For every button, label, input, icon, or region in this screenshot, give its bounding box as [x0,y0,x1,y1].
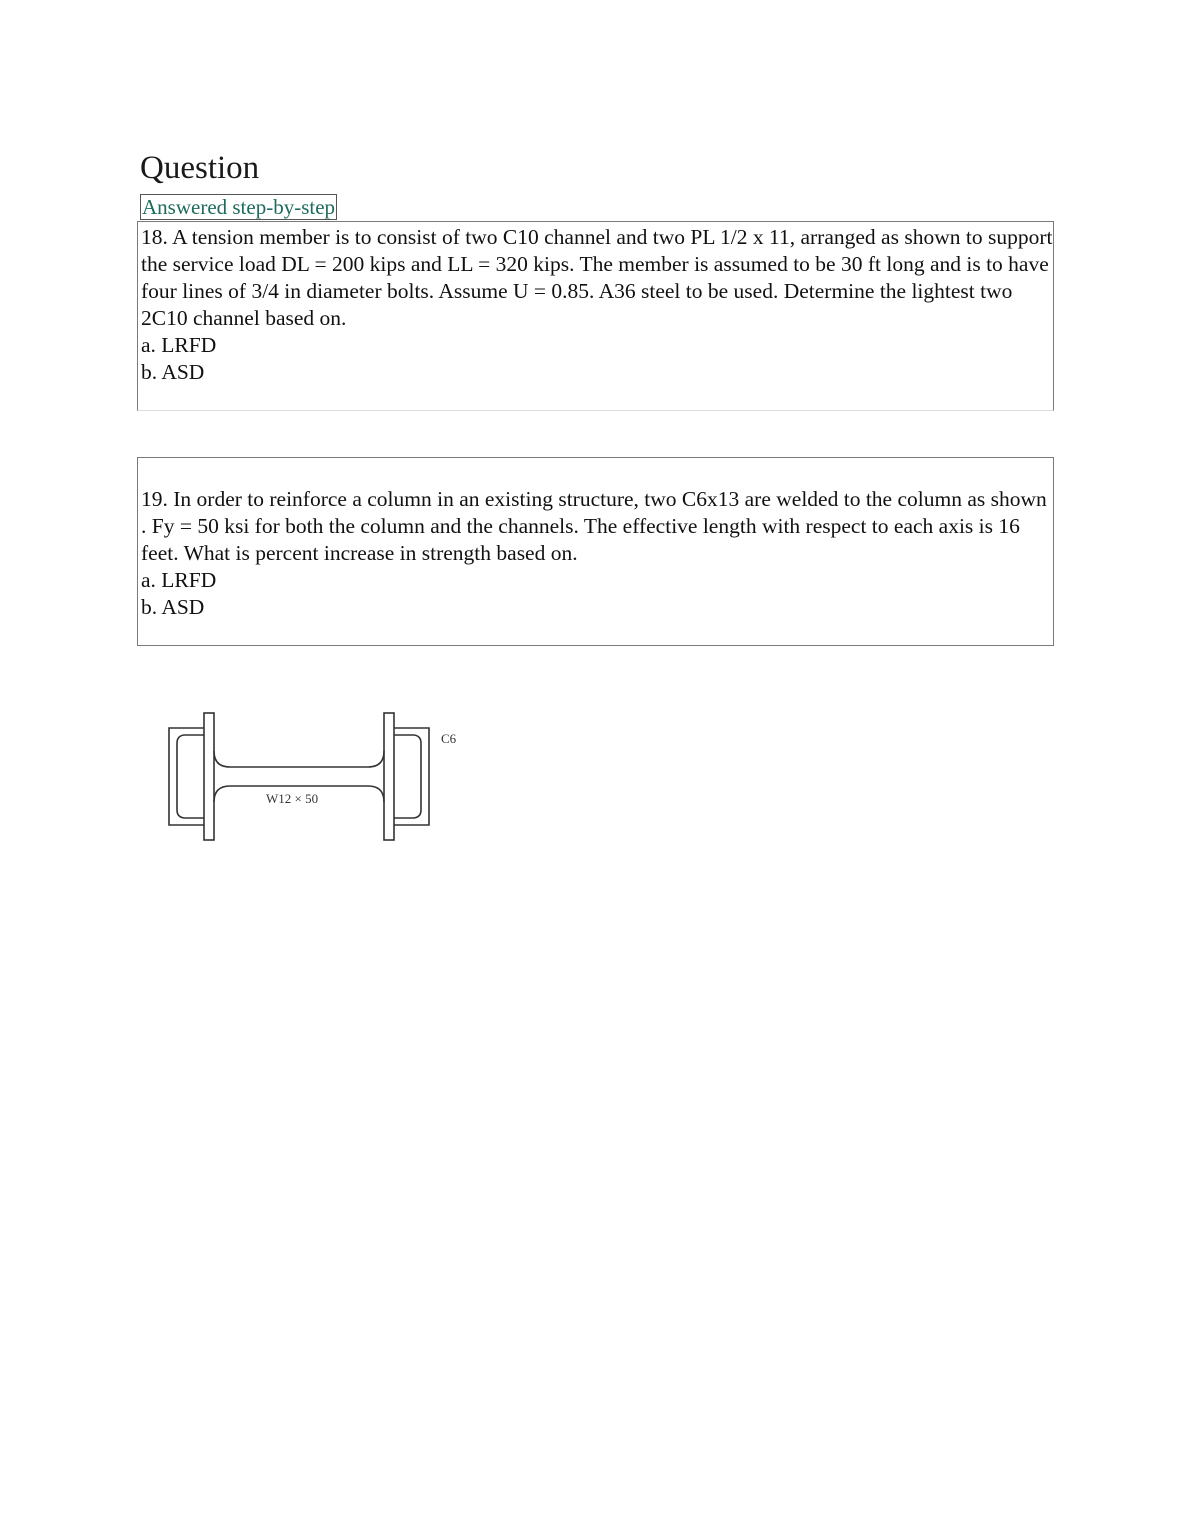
column-section-diagram [160,705,480,850]
left-flange [204,713,214,840]
question-19-box [137,457,1054,646]
section-label: W12 × 50 [266,791,319,806]
question-18-text: 18. A tension member is to consist of two C10 channel and two PL 1/2 x 11, arranged as shown to support the service load DL = 200 kips and LL = 320 kips. The member is assumed to be 30 ft long and is to have four lines of 3/4 in diameter bolts. Assume U = 0.85. A36 steel to be used. Determine the lightest two 2C10 channel based on. [141,225,1053,330]
question-18-option-a: a. LRFD [141,333,217,357]
question-19-option-a: a. LRFD [141,568,217,592]
question-18-option-b: b. ASD [141,360,205,384]
web-top [214,751,384,767]
answered-badge[interactable]: Answered step-by-step [142,195,336,219]
question-19-option-b: b. ASD [141,595,205,619]
left-channel-inner [177,735,204,818]
right-flange [384,713,394,840]
channel-label: C6 [441,731,457,746]
right-channel-inner [394,735,421,818]
question-19-text: 19. In order to reinforce a column in an existing structure, two C6x13 are welded to the column as shown . Fy = 50 ksi for both the column and the channels. The effective length with respect to each axis is 16 feet. What is percent increase in strength based on. [141,487,1047,565]
left-channel [169,728,204,825]
page-title: Question [140,150,260,186]
right-channel [394,728,429,825]
question-18-box [137,221,1054,411]
